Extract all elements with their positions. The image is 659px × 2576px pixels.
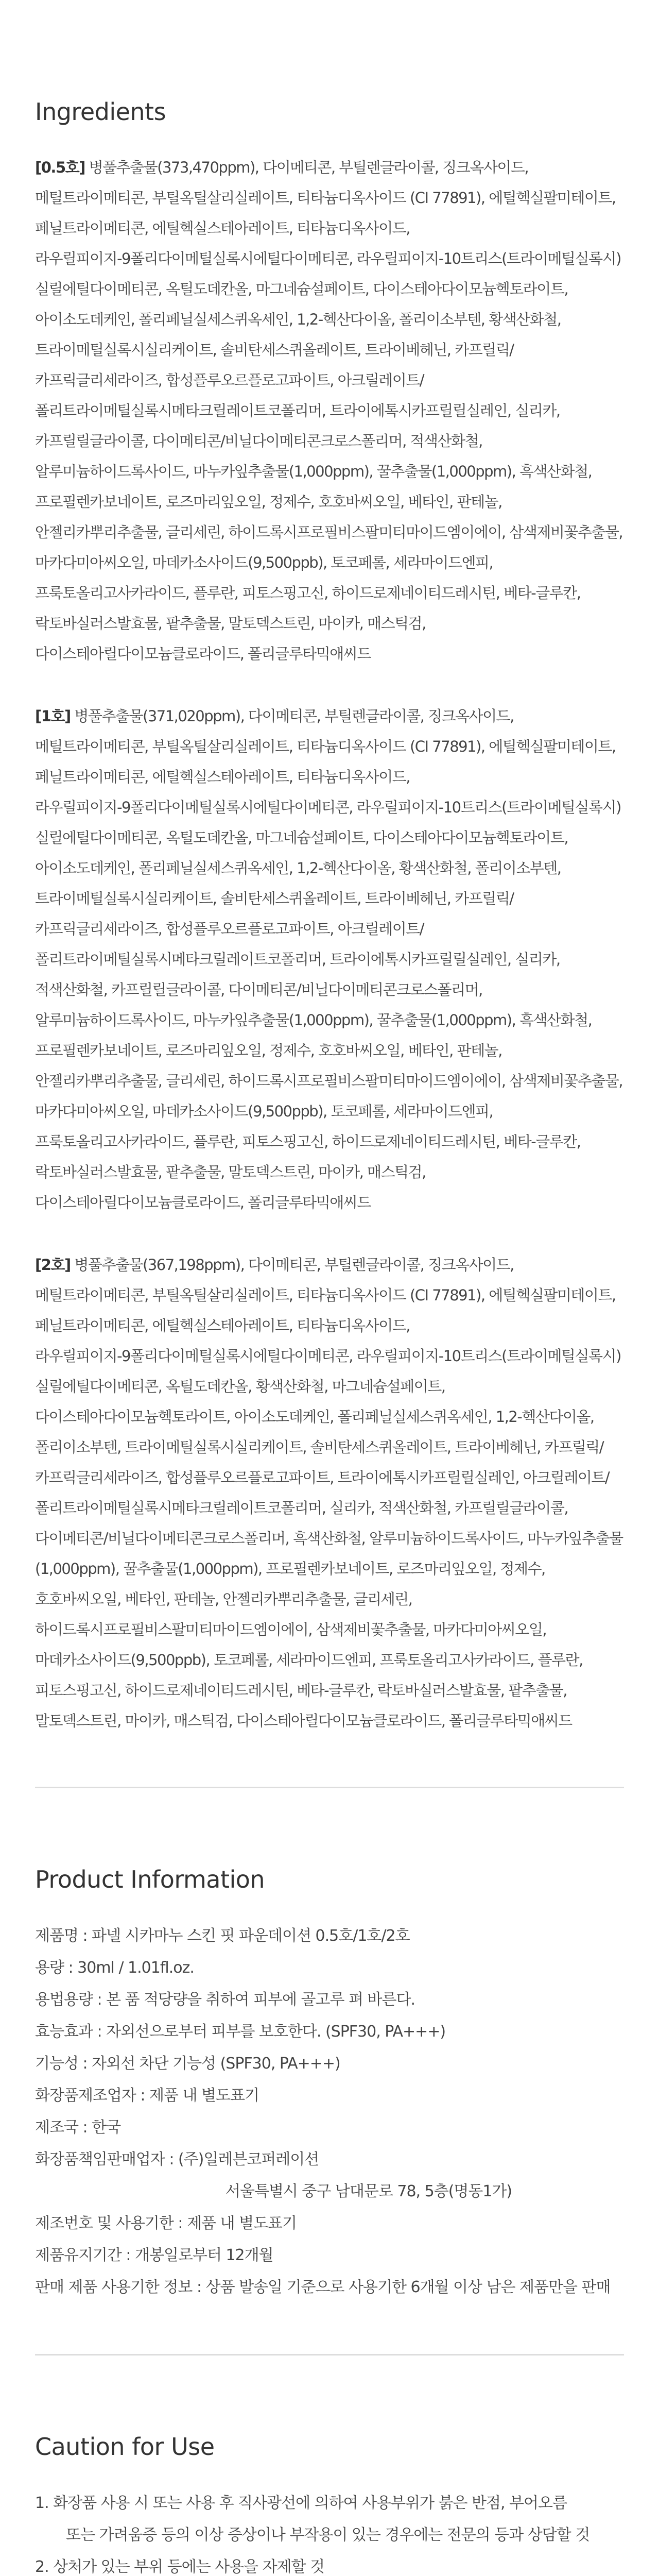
ingredient-shade-tag: [0.5호] [35,159,85,176]
ingredient-block-2 [35,1250,624,1736]
info-row-function: 기능성 : 자외선 차단 기능성 (SPF30, PA+++) [35,2055,340,2073]
distributor-name: 화장품책임판매업자 : (주)일레븐코퍼레이션 [35,2150,319,2168]
info-row-usage: 용법용량 : 본 품 적당량을 취하여 피부에 골고루 펴 바른다. [35,1991,415,2009]
ingredient-block-1 [35,701,624,1218]
distributor-address: 서울특별시 중구 남대문로 78, 5층(명동1가) [226,2182,512,2200]
info-row-manufacturer: 화장품제조업자 : 제품 내 별도표기 [35,2087,259,2105]
product-information-title: Product Information [35,1866,265,1893]
caution-item: 1. 화장품 사용 시 또는 사용 후 직사광선에 의하여 사용부위가 붉은 반점, 부어오름 [35,2494,567,2512]
ingredient-shade-tag: [2호] [35,1256,71,1274]
caution-item: 또는 가려움증 등의 이상 증상이나 부작용이 있는 경우에는 전문의 등과 상담할 것 [66,2526,590,2544]
info-row-lot-expiry: 제조번호 및 사용기한 : 제품 내 별도표기 [35,2214,297,2232]
info-row-product-name: 제품명 : 파넬 시카마누 스킨 핏 파운데이션 0.5호/1호/2호 [35,1927,410,1945]
info-row-sales-expiry: 판매 제품 사용기한 정보 : 상품 발송일 기준으로 사용기한 6개월 이상 남은 제품만을 판매 [35,2278,611,2296]
ingredient-text: 병풀추출물(371,020ppm), 다이메티콘, 부틸렌글라이콜, 징크옥사이드, 메틸트라이메티콘, 부틸옥틸살리실레이트, 티타늄디옥사이드 (CI 77891), 에틸헥실팔미테이트, 페닐트라이메티콘, 에틸헥실스테아레이트, 티타늄디옥사이드, 라우릴피이지-9폴리다이메틸실록시에틸다이메티콘, 라우릴피이지-10트리스(트라이메틸실록시)실릴에틸다이메티콘, 옥틸도데칸올, 마그네슘설페이트, 다이스테아다이모늄헥토라이트, 아이소도데케인, 폴리페닐실세스퀴옥세인, 1,2-헥산다이올, 황색산화철, 폴리이소부텐, 트라이메틸실록시실리케이트, 솔비탄세스퀴올레이트, 트라이베헤닌, 카프릴릭/카프릭글리세라이즈, 합성플루오르플로고파이트, 아크릴레이트/폴리트라이메틸실록시메타크릴레이트코폴리머, 트라이에톡시카프릴릴실레인, 실리카, 적색산화철, 카프릴릴글라이콜, 다이메티콘/비닐다이메티콘크로스폴리머, 알루미늄하이드록사이드, 마누카잎추출물(1,000ppm), 꿀추출물(1,000ppm), 흑색산화철, 프로필렌카보네이트, 로즈마리잎오일, 정제수, 호호바씨오일, 베타인, 판테놀, 안젤리카뿌리추출물, 글리세린, 하이드록시프로필비스팔미티마이드엠이에이, 삼색제비꽃추출물, 마카다미아씨오일, 마데카소사이드(9,500ppb), 토코페롤, 세라마이드엔피, 프룩토올리고사카라이드, 플루란, 피토스핑고신, 하이드로제네이티드레시틴, 베타-글루칸, 락토바실러스발효물, 팥추출물, 말토덱스트린, 마이카, 매스틱검, 다이스테아릴다이모늄클로라이드, 폴리글루타믹애씨드 [35,707,623,1211]
ingredient-block-0-5 [35,152,624,669]
caution-list [35,2487,624,2576]
caution-title: Caution for Use [35,2433,215,2461]
section-divider [35,2354,624,2355]
info-row-shelf-life: 제품유지기간 : 개봉일로부터 12개월 [35,2246,273,2264]
info-row-volume: 용량 : 30ml / 1.01fl.oz. [35,1959,194,1977]
ingredients-title: Ingredients [35,98,166,126]
info-row-distributor [35,2144,624,2208]
product-information-list [35,1920,624,2303]
section-divider [35,1787,624,1788]
caution-item: 2. 상처가 있는 부위 등에는 사용을 자제할 것 [35,2558,325,2576]
ingredient-text: 병풀추출물(373,470ppm), 다이메티콘, 부틸렌글라이콜, 징크옥사이드, 메틸트라이메티콘, 부틸옥틸살리실레이트, 티타늄디옥사이드 (CI 77891), 에틸헥실팔미테이트, 페닐트라이메티콘, 에틸헥실스테아레이트, 티타늄디옥사이드, 라우릴피이지-9폴리다이메틸실록시에틸다이메티콘, 라우릴피이지-10트리스(트라이메틸실록시)실릴에틸다이메티콘, 옥틸도데칸올, 마그네슘설페이트, 다이스테아다이모늄헥토라이트, 아이소도데케인, 폴리페닐실세스퀴옥세인, 1,2-헥산다이올, 폴리이소부텐, 황색산화철, 트라이메틸실록시실리케이트, 솔비탄세스퀴올레이트, 트라이베헤닌, 카프릴릭/카프릭글리세라이즈, 합성플루오르플로고파이트, 아크릴레이트/폴리트라이메틸실록시메타크릴레이트코폴리머, 트라이에톡시카프릴릴실레인, 실리카, 카프릴릴글라이콜, 다이메티콘/비닐다이메티콘크로스폴리머, 적색산화철, 알루미늄하이드록사이드, 마누카잎추출물(1,000ppm), 꿀추출물(1,000ppm), 흑색산화철, 프로필렌카보네이트, 로즈마리잎오일, 정제수, 호호바씨오일, 베타인, 판테놀, 안젤리카뿌리추출물, 글리세린, 하이드록시프로필비스팔미티마이드엠이에이, 삼색제비꽃추출물, 마카다미아씨오일, 마데카소사이드(9,500ppb), 토코페롤, 세라마이드엔피, 프룩토올리고사카라이드, 플루란, 피토스핑고신, 하이드로제네이티드레시틴, 베타-글루칸, 락토바실러스발효물, 팥추출물, 말토덱스트린, 마이카, 매스틱검, 다이스테아릴다이모늄클로라이드, 폴리글루타믹애씨드 [35,159,623,663]
ingredients-list [35,152,624,1736]
ingredient-text: 병풀추출물(367,198ppm), 다이메티콘, 부틸렌글라이콜, 징크옥사이드, 메틸트라이메티콘, 부틸옥틸살리실레이트, 티타늄디옥사이드 (CI 77891), 에틸헥실팔미테이트, 페닐트라이메티콘, 에틸헥실스테아레이트, 티타늄디옥사이드, 라우릴피이지-9폴리다이메틸실록시에틸다이메티콘, 라우릴피이지-10트리스(트라이메틸실록시)실릴에틸다이메티콘, 옥틸도데칸올, 황색산화철, 마그네슘설페이트, 다이스테아다이모늄헥토라이트, 아이소도데케인, 폴리페닐실세스퀴옥세인, 1,2-헥산다이올, 폴리이소부텐, 트라이메틸실록시실리케이트, 솔비탄세스퀴올레이트, 트라이베헤닌, 카프릴릭/카프릭글리세라이즈, 합성플루오르플로고파이트, 트라이에톡시카프릴릴실레인, 아크릴레이트/폴리트라이메틸실록시메타크릴레이트코폴리머, 실리카, 적색산화철, 카프릴릴글라이콜, 다이메티콘/비닐다이메티콘크로스폴리머, 흑색산화철, 알루미늄하이드록사이드, 마누카잎추출물(1,000ppm), 꿀추출물(1,000ppm), 프로필렌카보네이트, 로즈마리잎오일, 정제수, 호호바씨오일, 베타인, 판테놀, 안젤리카뿌리추출물, 글리세린, 하이드록시프로필비스팔미티마이드엠이에이, 삼색제비꽃추출물, 마카다미아씨오일, 마데카소사이드(9,500ppb), 토코페롤, 세라마이드엔피, 프룩토올리고사카라이드, 플루란, 피토스핑고신, 하이드로제네이티드레시틴, 베타-글루칸, 락토바실러스발효물, 팥추출물, 말토덱스트린, 마이카, 매스틱검, 다이스테아릴다이모늄클로라이드, 폴리글루타믹애씨드 [35,1256,623,1730]
info-row-country: 제조국 : 한국 [35,2119,121,2137]
ingredient-shade-tag: [1호] [35,707,71,725]
info-row-efficacy: 효능효과 : 자외선으로부터 피부를 보호한다. (SPF30, PA+++) [35,2023,446,2041]
